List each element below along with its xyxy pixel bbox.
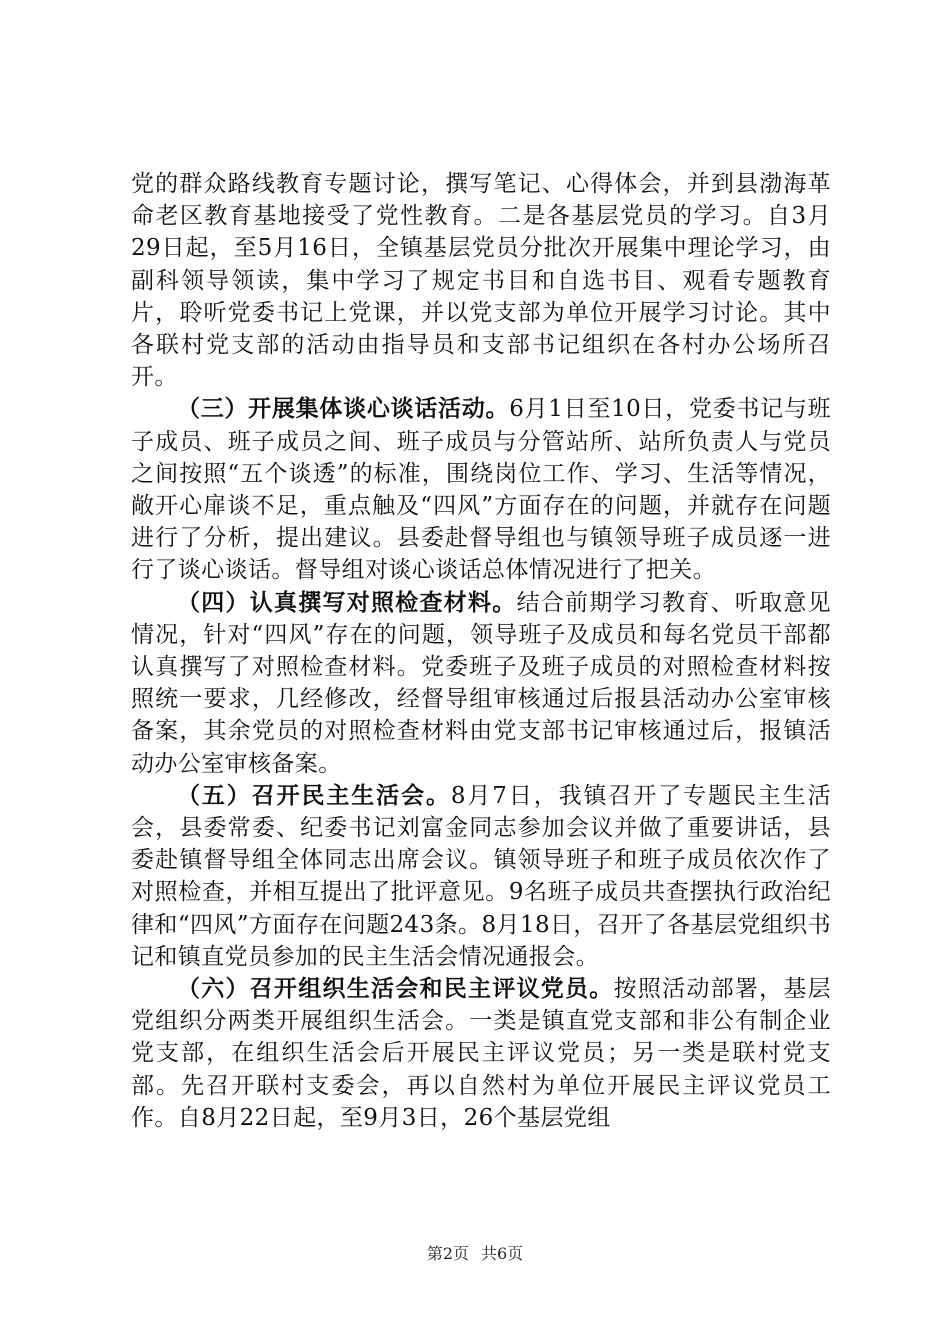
paragraph-continuation xyxy=(131,168,831,393)
paragraph-section-4 xyxy=(131,587,831,780)
section-heading: （六）召开组织生活会和民主评议党员。 xyxy=(177,975,614,1003)
paragraph-section-5 xyxy=(131,780,831,973)
section-heading: （三）开展集体谈心谈话活动。 xyxy=(177,395,510,423)
paragraph-section-6 xyxy=(131,973,831,1134)
document-body xyxy=(131,168,831,1134)
paragraph-text: 结合前期学习教育、听取意见情况，针对“四风”存在的问题，领导班子及成员和每名党员干部都认真撰写了对照检查材料。党委班子及班子成员的对照检查材料按照统一要求，几经修改，经督导组审核通过后报县活动办公室审核备案，其余党员的对照检查材料由党支部书记审核通过后，报镇活动办公室审核备案。 xyxy=(131,589,832,777)
paragraph-text: 6月1日至10日，党委书记与班子成员、班子成员之间、班子成员与分管站所、站所负责人与党员之间按照“五个谈透”的标准，围绕岗位工作、学习、生活等情况，敞开心扉谈不足，重点触及“四风”方面存在的问题，并就存在问题进行了分析，提出建议。县委赴督导组也与镇领导班子成员逐一进行了谈心谈话。督导组对谈心谈话总体情况进行了把关。 xyxy=(131,396,831,584)
section-heading: （五）召开民主生活会。 xyxy=(177,781,451,809)
paragraph-text: 党的群众路线教育专题讨论，撰写笔记、心得体会，并到县渤海革命老区教育基地接受了党性教育。二是各基层党员的学习。自3月29日起，至5月16日，全镇基层党员分批次开展集中理论学习，由副科领导领读，集中学习了规定书目和自选书目、观看专题教育片，聆听党委书记上党课，并以党支部为单位开展学习讨论。其中各联村党支部的活动由指导员和支部书记组织在各村办公场所召开。 xyxy=(131,171,831,391)
paragraph-section-3 xyxy=(131,393,831,586)
page-footer xyxy=(0,1244,950,1264)
page-total: 共6页 xyxy=(481,1244,524,1263)
page-number: 第2页 xyxy=(426,1244,469,1263)
section-heading: （四）认真撰写对照检查材料。 xyxy=(177,588,517,616)
paragraph-text: 8月7日，我镇召开了专题民主生活会，县委常委、纪委书记刘富金同志参加会议并做了重要讲话，县委赴镇督导组全体同志出席会议。镇领导班子和班子成员依次作了对照检查，并相互提出了批评意见。9名班子成员共查摆执行政治纪律和“四风”方面存在问题243条。8月18日，召开了各基层党组织书记和镇直党员参加的民主生活会情况通报会。 xyxy=(131,782,831,970)
paragraph-text: 按照活动部署，基层党组织分两类开展组织生活会。一类是镇直党支部和非公有制企业党支部，在组织生活会后开展民主评议党员；另一类是联村党支部。先召开联村支委会，再以自然村为单位开展民主评议党员工作。自8月22日起，至9月3日，26个基层党组 xyxy=(131,976,831,1131)
